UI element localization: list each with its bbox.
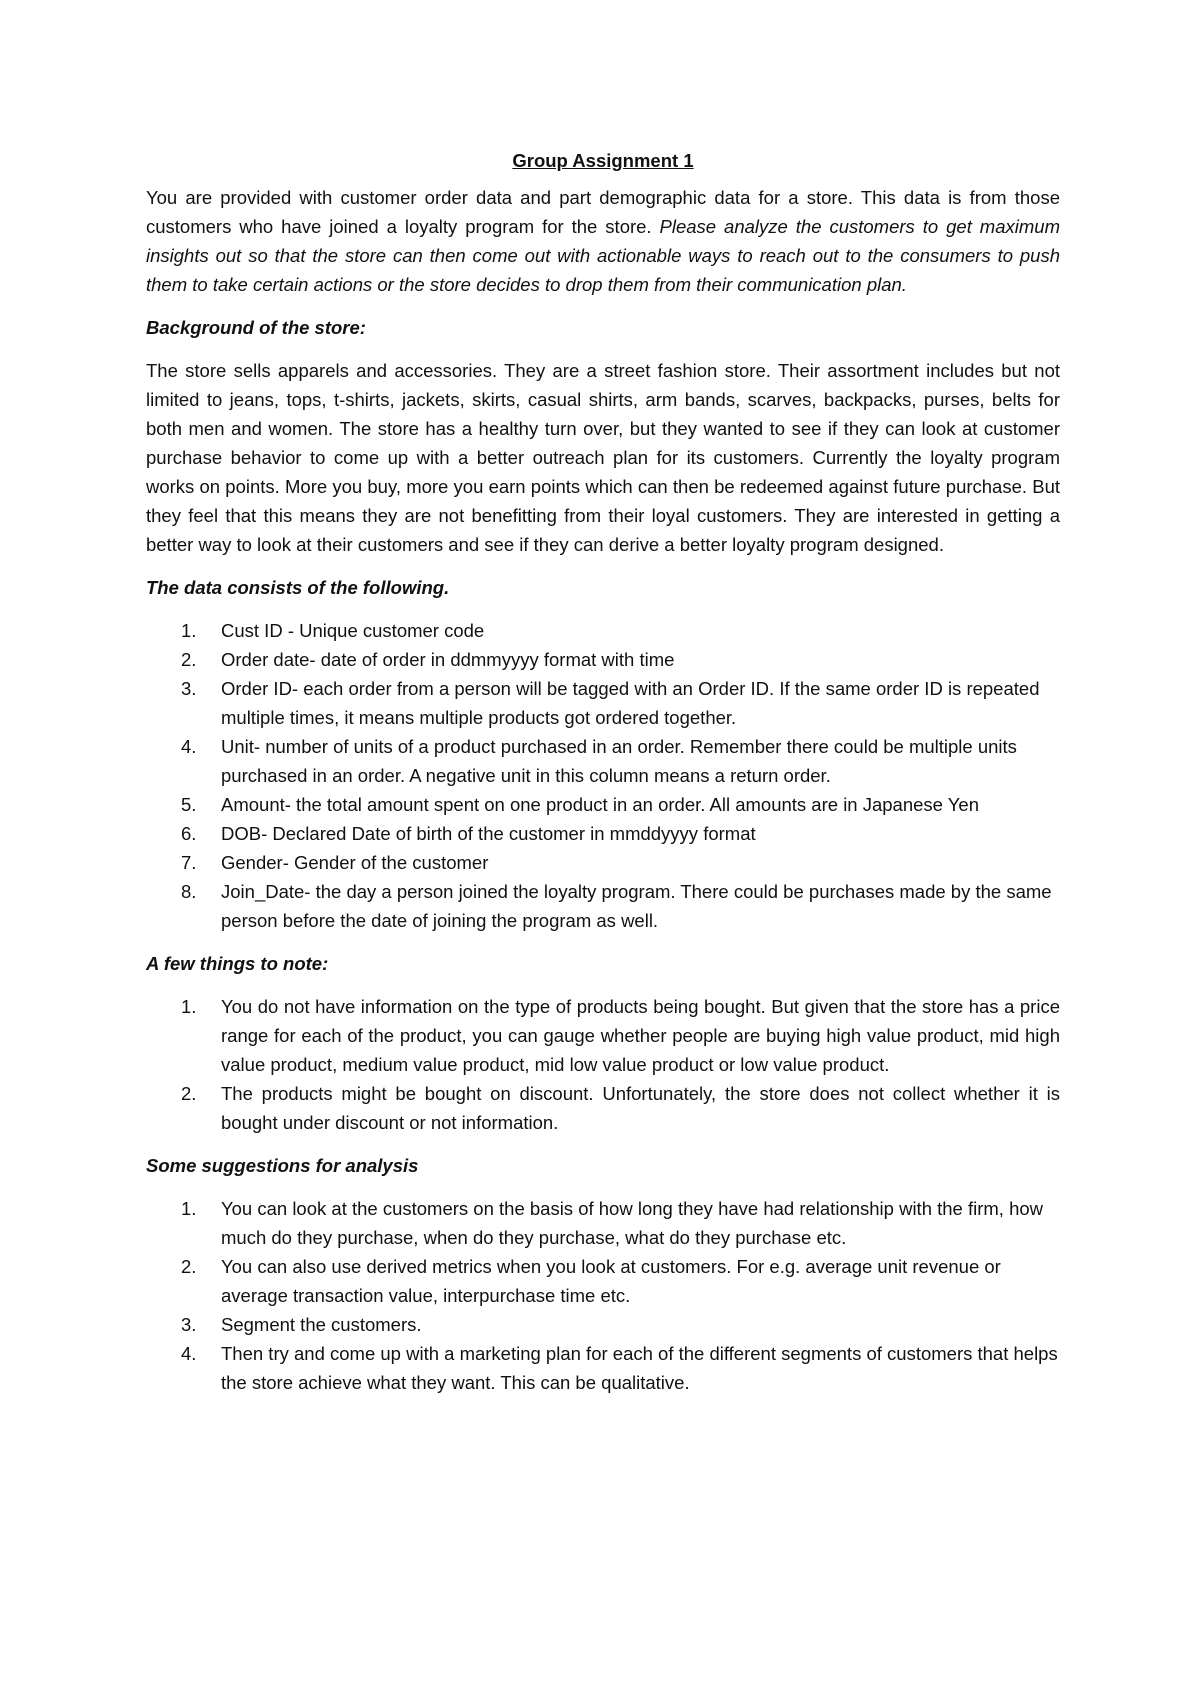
list-item-number: 7.: [181, 852, 197, 873]
list-item-text: Segment the customers.: [221, 1314, 422, 1335]
list-item: [146, 616, 1060, 645]
list-item: [146, 790, 1060, 819]
background-heading: Background of the store:: [146, 317, 366, 338]
list-item: [146, 1339, 1060, 1397]
document-title: Group Assignment 1: [512, 150, 694, 171]
list-item-number: 4.: [181, 1343, 197, 1364]
list-item: [146, 1079, 1060, 1137]
list-item-number: 3.: [181, 1314, 197, 1335]
list-item-number: 1.: [181, 1198, 197, 1219]
list-item-text: Order date- date of order in ddmmyyyy format with time: [221, 649, 675, 670]
list-item: [146, 992, 1060, 1079]
list-item-number: 4.: [181, 736, 197, 757]
list-item-number: 1.: [181, 996, 197, 1017]
list-item: [146, 732, 1060, 790]
suggestions-list: [146, 1194, 1060, 1397]
list-item-text: Join_Date- the day a person joined the loyalty program. There could be purchases made by the same person before the date of joining the program as well.: [221, 881, 1052, 931]
intro-italic-text: Please analyze the customers to get maximum insights out so that the store can then come out with actionable ways to reach out to the consumers to push them to take certain actions or the store decides to drop them from their communication plan.: [146, 216, 1060, 295]
list-item-text: The products might be bought on discount. Unfortunately, the store does not collect whether it is bought under discount or not information.: [221, 1083, 1060, 1133]
list-item: [146, 1194, 1060, 1252]
list-item-text: Gender- Gender of the customer: [221, 852, 489, 873]
list-item-text: You do not have information on the type of products being bought. But given that the store has a price range for each of the product, you can gauge whether people are buying high value product, mid high value product, medium value product, mid low value product or low value product.: [221, 996, 1060, 1075]
list-item: [146, 819, 1060, 848]
list-item-number: 2.: [181, 649, 197, 670]
notes-list: [146, 992, 1060, 1137]
notes-heading: A few things to note:: [146, 953, 329, 974]
intro-text: You are provided with customer order data and part demographic data for a store. This data is from those customers who have joined a loyalty program for the store.: [146, 187, 1060, 237]
list-item-text: You can look at the customers on the basis of how long they have had relationship with the firm, how much do they purchase, when do they purchase, what do they purchase etc.: [221, 1198, 1044, 1248]
list-item-text: Cust ID - Unique customer code: [221, 620, 485, 641]
list-item-number: 8.: [181, 881, 197, 902]
background-paragraph: The store sells apparels and accessories. They are a street fashion store. Their assortment includes but not limited to jeans, tops, t-shirts, jackets, skirts, casual shirts, arm bands, scarves, backpacks, purses, belts for both men and women. The store has a healthy turn over, but they wanted to see if they can look at customer purchase behavior to come up with a better outreach plan for its customers. Currently the loyalty program works on points. More you buy, more you earn points which can then be redeemed against future purchase. But they feel that this means they are not benefitting from their loyal customers. They are interested in getting a better way to look at their customers and see if they can derive a better loyalty program designed.: [146, 360, 1060, 555]
list-item: [146, 645, 1060, 674]
list-item: [146, 1310, 1060, 1339]
intro-paragraph: [146, 183, 1060, 299]
list-item-text: You can also use derived metrics when you look at customers. For e.g. average unit revenue or average transaction value, interpurchase time etc.: [221, 1256, 1001, 1306]
document-content: [146, 146, 1060, 1411]
list-item-number: 5.: [181, 794, 197, 815]
list-item-text: Order ID- each order from a person will be tagged with an Order ID. If the same order ID is repeated multiple times, it means multiple products got ordered together.: [221, 678, 1040, 728]
list-item-number: 2.: [181, 1083, 197, 1104]
list-item: [146, 1252, 1060, 1310]
suggestions-heading: Some suggestions for analysis: [146, 1155, 419, 1176]
data-fields-list: [146, 616, 1060, 935]
list-item-text: Amount- the total amount spent on one product in an order. All amounts are in Japanese Yen: [221, 794, 979, 815]
list-item-text: Then try and come up with a marketing plan for each of the different segments of customers that helps the store achieve what they want. This can be qualitative.: [221, 1343, 1058, 1393]
list-item-number: 6.: [181, 823, 197, 844]
list-item: [146, 877, 1060, 935]
list-item-number: 1.: [181, 620, 197, 641]
list-item: [146, 848, 1060, 877]
data-heading: The data consists of the following.: [146, 577, 450, 598]
list-item-text: Unit- number of units of a product purchased in an order. Remember there could be multiple units purchased in an order. A negative unit in this column means a return order.: [221, 736, 1017, 786]
list-item-number: 3.: [181, 678, 197, 699]
list-item: [146, 674, 1060, 732]
list-item-number: 2.: [181, 1256, 197, 1277]
list-item-text: DOB- Declared Date of birth of the customer in mmddyyyy format: [221, 823, 756, 844]
